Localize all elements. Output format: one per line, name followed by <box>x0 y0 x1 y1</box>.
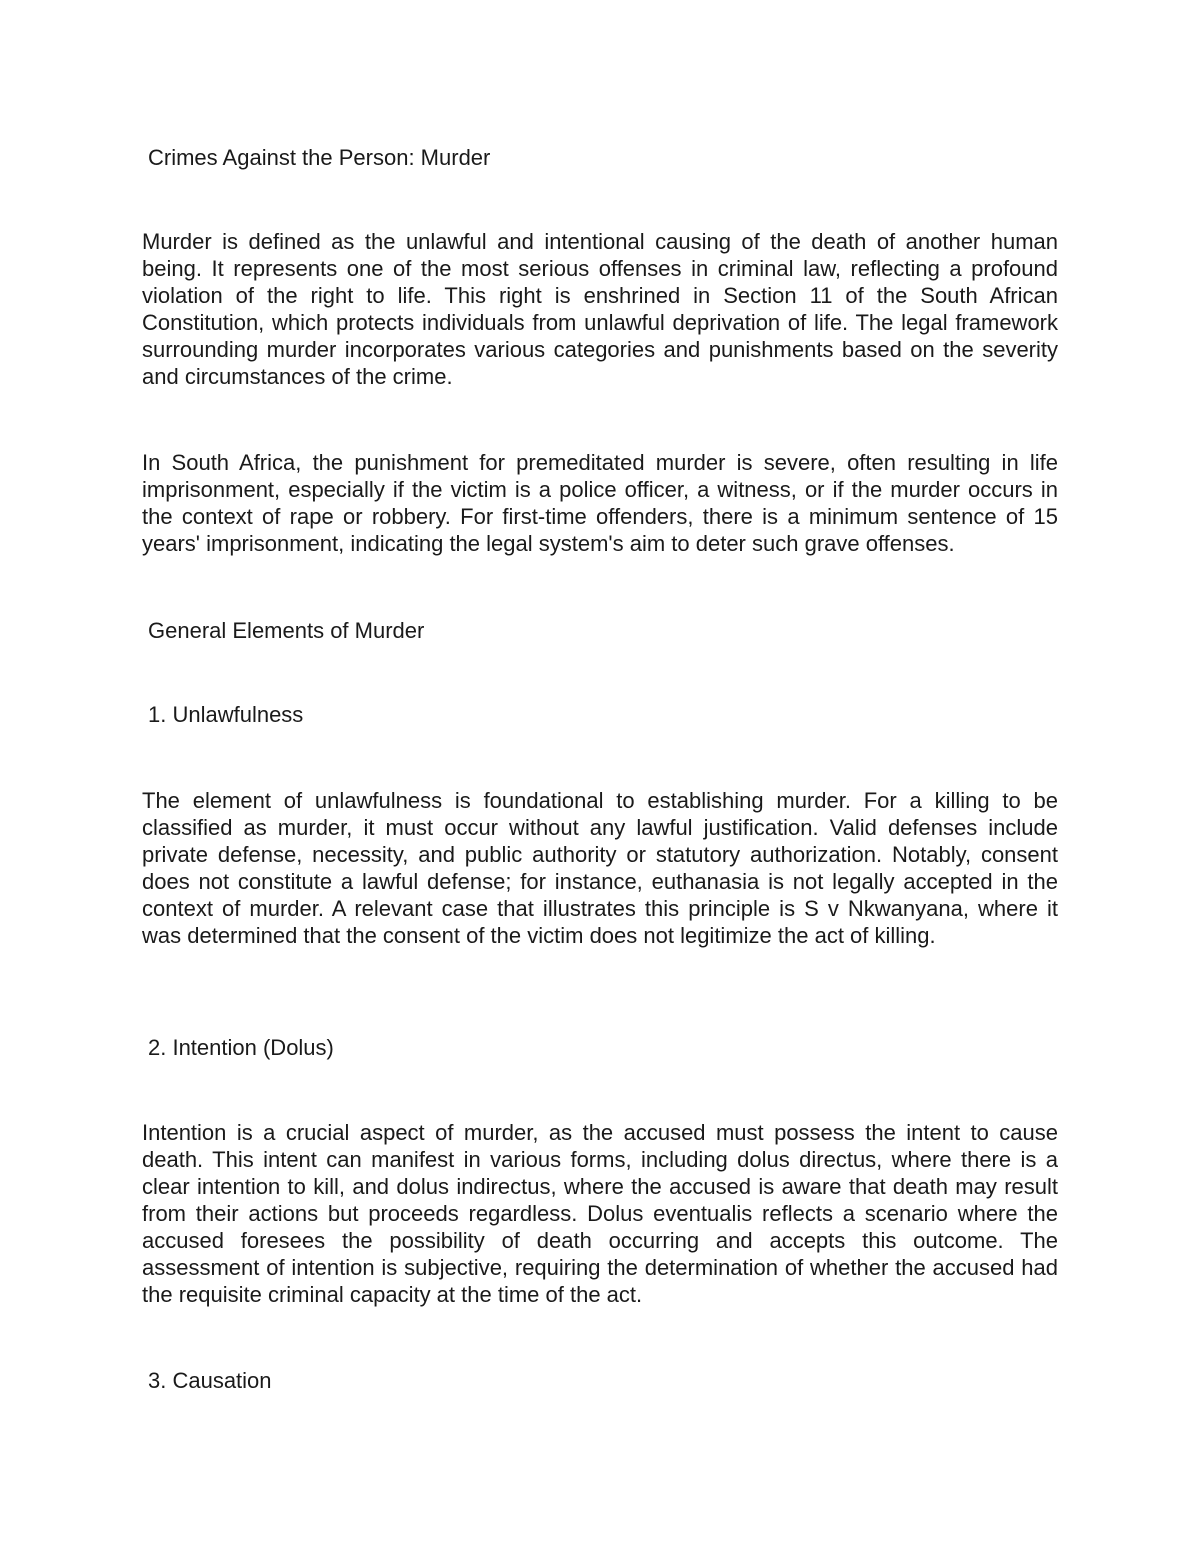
section-heading-unlawfulness: 1. Unlawfulness <box>148 702 304 727</box>
section-heading-intention: 2. Intention (Dolus) <box>148 1035 334 1060</box>
elements-heading: General Elements of Murder <box>148 618 425 643</box>
section-body-unlawfulness: The element of unlawfulness is foundational to establishing murder. For a killing to be classified as murder, it must occur without any lawful justification. Valid defenses include private defense, necessity, and public authority or statutory authorization. Notably, consent does not constitute a lawful defense; for instance, euthanasia is not legally accepted in the context of murder. A relevant case that illustrates this principle is S v Nkwanyana, where it was determined that the consent of the victim does not legitimize the act of killing. <box>142 788 1058 948</box>
intro-paragraph-punishment: In South Africa, the punishment for premeditated murder is severe, often resulting in life imprisonment, especially if the victim is a police officer, a witness, or if the murder occurs in the context of rape or robbery. For first-time offenders, there is a minimum sentence of 15 years' imprisonment, indicating the legal system's aim to deter such grave offenses. <box>142 450 1058 556</box>
intro-paragraph-definition: Murder is defined as the unlawful and intentional causing of the death of another human being. It represents one of the most serious offenses in criminal law, reflecting a profound violation of the right to life. This right is enshrined in Section 11 of the South African Constitution, which protects individuals from unlawful deprivation of life. The legal framework surrounding murder incorporates various categories and punishments based on the severity and circumstances of the crime. <box>142 229 1058 389</box>
section-body-intention: Intention is a crucial aspect of murder, as the accused must possess the intent to cause death. This intent can manifest in various forms, including dolus directus, where there is a clear intention to kill, and dolus indirectus, where the accused is aware that death may result from their actions but proceeds regardless. Dolus eventualis reflects a scenario where the accused foresees the possibility of death occurring and accepts this outcome. The assessment of intention is subjective, requiring the determination of whether the accused had the requisite criminal capacity at the time of the act. <box>142 1120 1058 1307</box>
document-title: Crimes Against the Person: Murder <box>148 145 491 170</box>
section-heading-causation: 3. Causation <box>148 1368 272 1393</box>
